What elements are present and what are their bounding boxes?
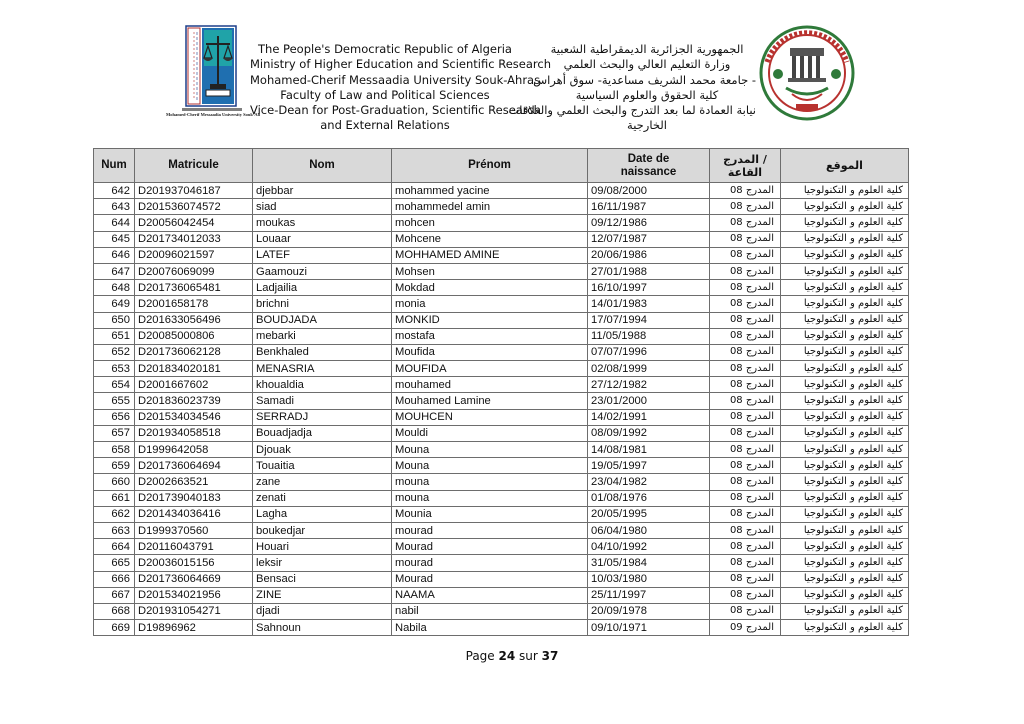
cell-nom: Lagha [253,506,392,522]
table-row [94,312,909,328]
cell-matricule: D201736064669 [135,571,253,587]
cell-matricule: D201934058518 [135,425,253,441]
cell-matricule: D201836023739 [135,393,253,409]
cell-prenom: mouhamed [392,377,588,393]
table-row [94,296,909,312]
table-row [94,474,909,490]
cell-nom: BOUDJADA [253,312,392,328]
cell-lieu: كلية العلوم و التكنولوجيا [781,458,909,474]
cell-date: 25/11/1997 [588,587,710,603]
cell-matricule: D201736065481 [135,280,253,296]
cell-salle: المدرج 08 [710,231,781,247]
table-row [94,620,909,636]
table-row [94,490,909,506]
cell-matricule: D201534034546 [135,409,253,425]
cell-nom: Gaamouzi [253,263,392,279]
cell-matricule: D1999370560 [135,522,253,538]
table-row [94,555,909,571]
cell-salle: المدرج 08 [710,587,781,603]
table-row [94,183,909,199]
cell-nom: boukedjar [253,522,392,538]
cell-lieu: كلية العلوم و التكنولوجيا [781,506,909,522]
cell-lieu: كلية العلوم و التكنولوجيا [781,231,909,247]
cell-prenom: nabil [392,603,588,619]
cell-num: 651 [94,328,135,344]
justice-scales-shield-icon [168,24,252,124]
cell-date: 07/07/1996 [588,344,710,360]
faculty-logo [166,24,261,124]
cell-date: 09/08/2000 [588,183,710,199]
cell-matricule: D20076069099 [135,263,253,279]
cell-date: 31/05/1984 [588,555,710,571]
cell-prenom: Nabila [392,620,588,636]
cell-salle: المدرج 08 [710,361,781,377]
cell-nom: Touaitia [253,458,392,474]
table-row [94,263,909,279]
cell-prenom: Mouhamed Lamine [392,393,588,409]
cell-matricule: D201633056496 [135,312,253,328]
cell-lieu: كلية العلوم و التكنولوجيا [781,474,909,490]
header-ar-line: نيابة العمادة لما بعد التدرج والبحث العلمي والعلاقات [508,103,756,118]
cell-lieu: كلية العلوم و التكنولوجيا [781,344,909,360]
header-french [250,42,551,134]
cell-nom: MENASRIA [253,361,392,377]
cell-prenom: mouna [392,474,588,490]
table-row [94,393,909,409]
cell-matricule: D201534021956 [135,587,253,603]
cell-salle: المدرج 08 [710,199,781,215]
cell-salle: المدرج 08 [710,183,781,199]
cell-salle: المدرج 08 [710,344,781,360]
cell-lieu: كلية العلوم و التكنولوجيا [781,620,909,636]
university-logo [752,22,862,124]
cell-nom: SERRADJ [253,409,392,425]
cell-date: 17/07/1994 [588,312,710,328]
logo-caption: Mohamed-Cherif Messaadia University Souk-Ah [166,112,261,117]
cell-num: 667 [94,587,135,603]
cell-date: 14/02/1991 [588,409,710,425]
cell-prenom: Mohsen [392,263,588,279]
table-row [94,539,909,555]
cell-lieu: كلية العلوم و التكنولوجيا [781,199,909,215]
cell-nom: Louaar [253,231,392,247]
cell-matricule: D20036015156 [135,555,253,571]
cell-matricule: D201736064694 [135,458,253,474]
cell-nom: Samadi [253,393,392,409]
cell-matricule: D2001658178 [135,296,253,312]
cell-lieu: كلية العلوم و التكنولوجيا [781,328,909,344]
cell-lieu: كلية العلوم و التكنولوجيا [781,361,909,377]
cell-nom: zenati [253,490,392,506]
cell-date: 20/09/1978 [588,603,710,619]
cell-date: 16/11/1987 [588,199,710,215]
cell-nom: Ladjailia [253,280,392,296]
table-body [94,183,909,636]
header-ar-line: - جامعة محمد الشريف مساعدية- سوق أهراس [533,72,756,87]
cell-num: 646 [94,247,135,263]
cell-salle: المدرج 08 [710,247,781,263]
cell-nom: LATEF [253,247,392,263]
cell-date: 06/04/1980 [588,522,710,538]
table-row [94,215,909,231]
col-header-salle-line1: المدرج / [723,152,767,166]
cell-date: 27/01/1988 [588,263,710,279]
cell-prenom: Mourad [392,571,588,587]
cell-matricule: D20085000806 [135,328,253,344]
cell-nom: ZINE [253,587,392,603]
cell-matricule: D201931054271 [135,603,253,619]
cell-prenom: mourad [392,522,588,538]
header-fr-line: and External Relations [320,118,450,133]
header-ar-line: وزارة التعليم العالي والبحث العلمي [563,57,731,72]
cell-nom: zane [253,474,392,490]
table-row [94,199,909,215]
cell-nom: Sahnoun [253,620,392,636]
cell-prenom: mostafa [392,328,588,344]
cell-num: 659 [94,458,135,474]
cell-num: 648 [94,280,135,296]
cell-nom: leksir [253,555,392,571]
cell-num: 666 [94,571,135,587]
table-row [94,280,909,296]
cell-date: 12/07/1987 [588,231,710,247]
cell-salle: المدرج 08 [710,425,781,441]
cell-lieu: كلية العلوم و التكنولوجيا [781,555,909,571]
cell-lieu: كلية العلوم و التكنولوجيا [781,442,909,458]
header-fr-line: Faculty of Law and Political Sciences [280,87,490,102]
header-fr-line: Ministry of Higher Education and Scientific Research [250,57,551,72]
cell-salle: المدرج 08 [710,263,781,279]
header-fr-line: Vice-Dean for Post-Graduation, Scientific Research [250,103,541,118]
cell-prenom: mohcen [392,215,588,231]
cell-nom: djadi [253,603,392,619]
cell-prenom: mohammed yacine [392,183,588,199]
cell-nom: brichni [253,296,392,312]
cell-lieu: كلية العلوم و التكنولوجيا [781,571,909,587]
table-row [94,377,909,393]
cell-lieu: كلية العلوم و التكنولوجيا [781,183,909,199]
cell-num: 642 [94,183,135,199]
cell-lieu: كلية العلوم و التكنولوجيا [781,587,909,603]
cell-num: 656 [94,409,135,425]
cell-matricule: D20116043791 [135,539,253,555]
cell-num: 643 [94,199,135,215]
cell-num: 652 [94,344,135,360]
cell-date: 09/12/1986 [588,215,710,231]
cell-salle: المدرج 08 [710,393,781,409]
cell-prenom: Moufida [392,344,588,360]
table-row [94,458,909,474]
cell-salle: المدرج 08 [710,539,781,555]
col-header-date-line2: naissance [620,165,677,178]
cell-prenom: mouna [392,490,588,506]
table-row [94,328,909,344]
cell-salle: المدرج 08 [710,280,781,296]
table-row [94,247,909,263]
university-emblem-icon [752,22,862,124]
cell-date: 08/09/1992 [588,425,710,441]
col-header-prenom: Prénom [392,149,588,183]
cell-prenom: Mouna [392,442,588,458]
cell-prenom: Mouna [392,458,588,474]
cell-prenom: NAAMA [392,587,588,603]
cell-num: 664 [94,539,135,555]
cell-date: 16/10/1997 [588,280,710,296]
cell-num: 668 [94,603,135,619]
cell-lieu: كلية العلوم و التكنولوجيا [781,425,909,441]
col-header-signature: الموقع [781,149,909,183]
cell-salle: المدرج 08 [710,215,781,231]
cell-date: 04/10/1992 [588,539,710,555]
candidate-table [93,148,909,636]
cell-salle: المدرج 08 [710,490,781,506]
cell-salle: المدرج 08 [710,522,781,538]
cell-num: 665 [94,555,135,571]
cell-salle: المدرج 08 [710,458,781,474]
cell-matricule: D1999642058 [135,442,253,458]
cell-num: 663 [94,522,135,538]
cell-lieu: كلية العلوم و التكنولوجيا [781,490,909,506]
cell-nom: Benkhaled [253,344,392,360]
cell-num: 658 [94,442,135,458]
cell-date: 09/10/1971 [588,620,710,636]
cell-salle: المدرج 08 [710,474,781,490]
cell-salle: المدرج 08 [710,603,781,619]
cell-num: 650 [94,312,135,328]
cell-num: 655 [94,393,135,409]
cell-date: 27/12/1982 [588,377,710,393]
cell-matricule: D20056042454 [135,215,253,231]
cell-lieu: كلية العلوم و التكنولوجيا [781,263,909,279]
cell-nom: khoualdia [253,377,392,393]
cell-matricule: D201937046187 [135,183,253,199]
table-row [94,425,909,441]
header-ar-line: الجمهورية الجزائرية الديمقراطية الشعبية [550,42,744,56]
col-header-matricule: Matricule [135,149,253,183]
cell-date: 20/06/1986 [588,247,710,263]
cell-nom: siad [253,199,392,215]
cell-prenom: monia [392,296,588,312]
table-row [94,442,909,458]
cell-matricule: D201736062128 [135,344,253,360]
table-row [94,571,909,587]
cell-date: 10/03/1980 [588,571,710,587]
cell-prenom: MOHHAMED AMINE [392,247,588,263]
col-header-num: Num [94,149,135,183]
cell-prenom: MOUHCEN [392,409,588,425]
cell-salle: المدرج 08 [710,442,781,458]
header-ar-line: كلية الحقوق والعلوم السياسية [575,87,719,102]
cell-date: 11/05/1988 [588,328,710,344]
cell-lieu: كلية العلوم و التكنولوجيا [781,215,909,231]
cell-salle: المدرج 08 [710,328,781,344]
cell-prenom: Mourad [392,539,588,555]
cell-salle: المدرج 08 [710,409,781,425]
cell-lieu: كلية العلوم و التكنولوجيا [781,409,909,425]
cell-num: 649 [94,296,135,312]
table-row [94,603,909,619]
cell-lieu: كلية العلوم و التكنولوجيا [781,377,909,393]
cell-num: 644 [94,215,135,231]
col-header-salle [710,149,781,183]
cell-prenom: MOUFIDA [392,361,588,377]
cell-matricule: D201434036416 [135,506,253,522]
cell-num: 660 [94,474,135,490]
col-header-nom: Nom [253,149,392,183]
cell-prenom: Mohcene [392,231,588,247]
cell-salle: المدرج 08 [710,506,781,522]
cell-num: 647 [94,263,135,279]
table-row [94,344,909,360]
header-ar-line: الخارجية [627,118,667,133]
table-row [94,522,909,538]
cell-date: 14/08/1981 [588,442,710,458]
cell-num: 662 [94,506,135,522]
page-footer [0,649,1024,663]
cell-num: 661 [94,490,135,506]
cell-nom: Bensaci [253,571,392,587]
cell-nom: djebbar [253,183,392,199]
cell-num: 669 [94,620,135,636]
cell-date: 19/05/1997 [588,458,710,474]
cell-lieu: كلية العلوم و التكنولوجيا [781,296,909,312]
cell-date: 20/05/1995 [588,506,710,522]
cell-lieu: كلية العلوم و التكنولوجيا [781,280,909,296]
table-header-row [94,149,909,183]
cell-num: 645 [94,231,135,247]
table-row [94,361,909,377]
header-arabic [508,42,756,134]
cell-matricule: D2001667602 [135,377,253,393]
header-fr-line: Mohamed-Cherif Messaadia University Souk-Ahras [250,72,541,87]
cell-num: 654 [94,377,135,393]
cell-date: 14/01/1983 [588,296,710,312]
cell-matricule: D20096021597 [135,247,253,263]
cell-lieu: كلية العلوم و التكنولوجيا [781,247,909,263]
footer-current-page: 24 [498,649,516,663]
cell-lieu: كلية العلوم و التكنولوجيا [781,393,909,409]
cell-matricule: D19896962 [135,620,253,636]
cell-salle: المدرج 09 [710,620,781,636]
cell-num: 653 [94,361,135,377]
footer-total-pages: 37 [541,649,559,663]
cell-prenom: Mouldi [392,425,588,441]
cell-matricule: D2002663521 [135,474,253,490]
cell-num: 657 [94,425,135,441]
cell-lieu: كلية العلوم و التكنولوجيا [781,539,909,555]
footer-sur-word: sur [519,649,538,663]
cell-lieu: كلية العلوم و التكنولوجيا [781,522,909,538]
cell-nom: Djouak [253,442,392,458]
cell-nom: moukas [253,215,392,231]
cell-date: 01/08/1976 [588,490,710,506]
cell-salle: المدرج 08 [710,571,781,587]
cell-date: 23/01/2000 [588,393,710,409]
cell-salle: المدرج 08 [710,377,781,393]
col-header-date [588,149,710,183]
cell-nom: Bouadjadja [253,425,392,441]
cell-salle: المدرج 08 [710,296,781,312]
cell-prenom: Mokdad [392,280,588,296]
cell-date: 23/04/1982 [588,474,710,490]
cell-prenom: MONKID [392,312,588,328]
cell-prenom: Mounia [392,506,588,522]
cell-salle: المدرج 08 [710,555,781,571]
cell-date: 02/08/1999 [588,361,710,377]
cell-nom: Houari [253,539,392,555]
footer-page-word: Page [465,649,495,663]
cell-matricule: D201739040183 [135,490,253,506]
cell-nom: mebarki [253,328,392,344]
col-header-date-line1: Date de [627,152,670,165]
cell-matricule: D201734012033 [135,231,253,247]
col-header-salle-line2: القاعة [727,165,763,179]
cell-matricule: D201834020181 [135,361,253,377]
table-row [94,231,909,247]
cell-lieu: كلية العلوم و التكنولوجيا [781,603,909,619]
table-row [94,506,909,522]
cell-prenom: mohammedel amin [392,199,588,215]
cell-salle: المدرج 08 [710,312,781,328]
cell-prenom: mourad [392,555,588,571]
cell-lieu: كلية العلوم و التكنولوجيا [781,312,909,328]
table-row [94,409,909,425]
cell-matricule: D201536074572 [135,199,253,215]
header-fr-line: The People's Democratic Republic of Algeria [258,42,512,56]
table-row [94,587,909,603]
